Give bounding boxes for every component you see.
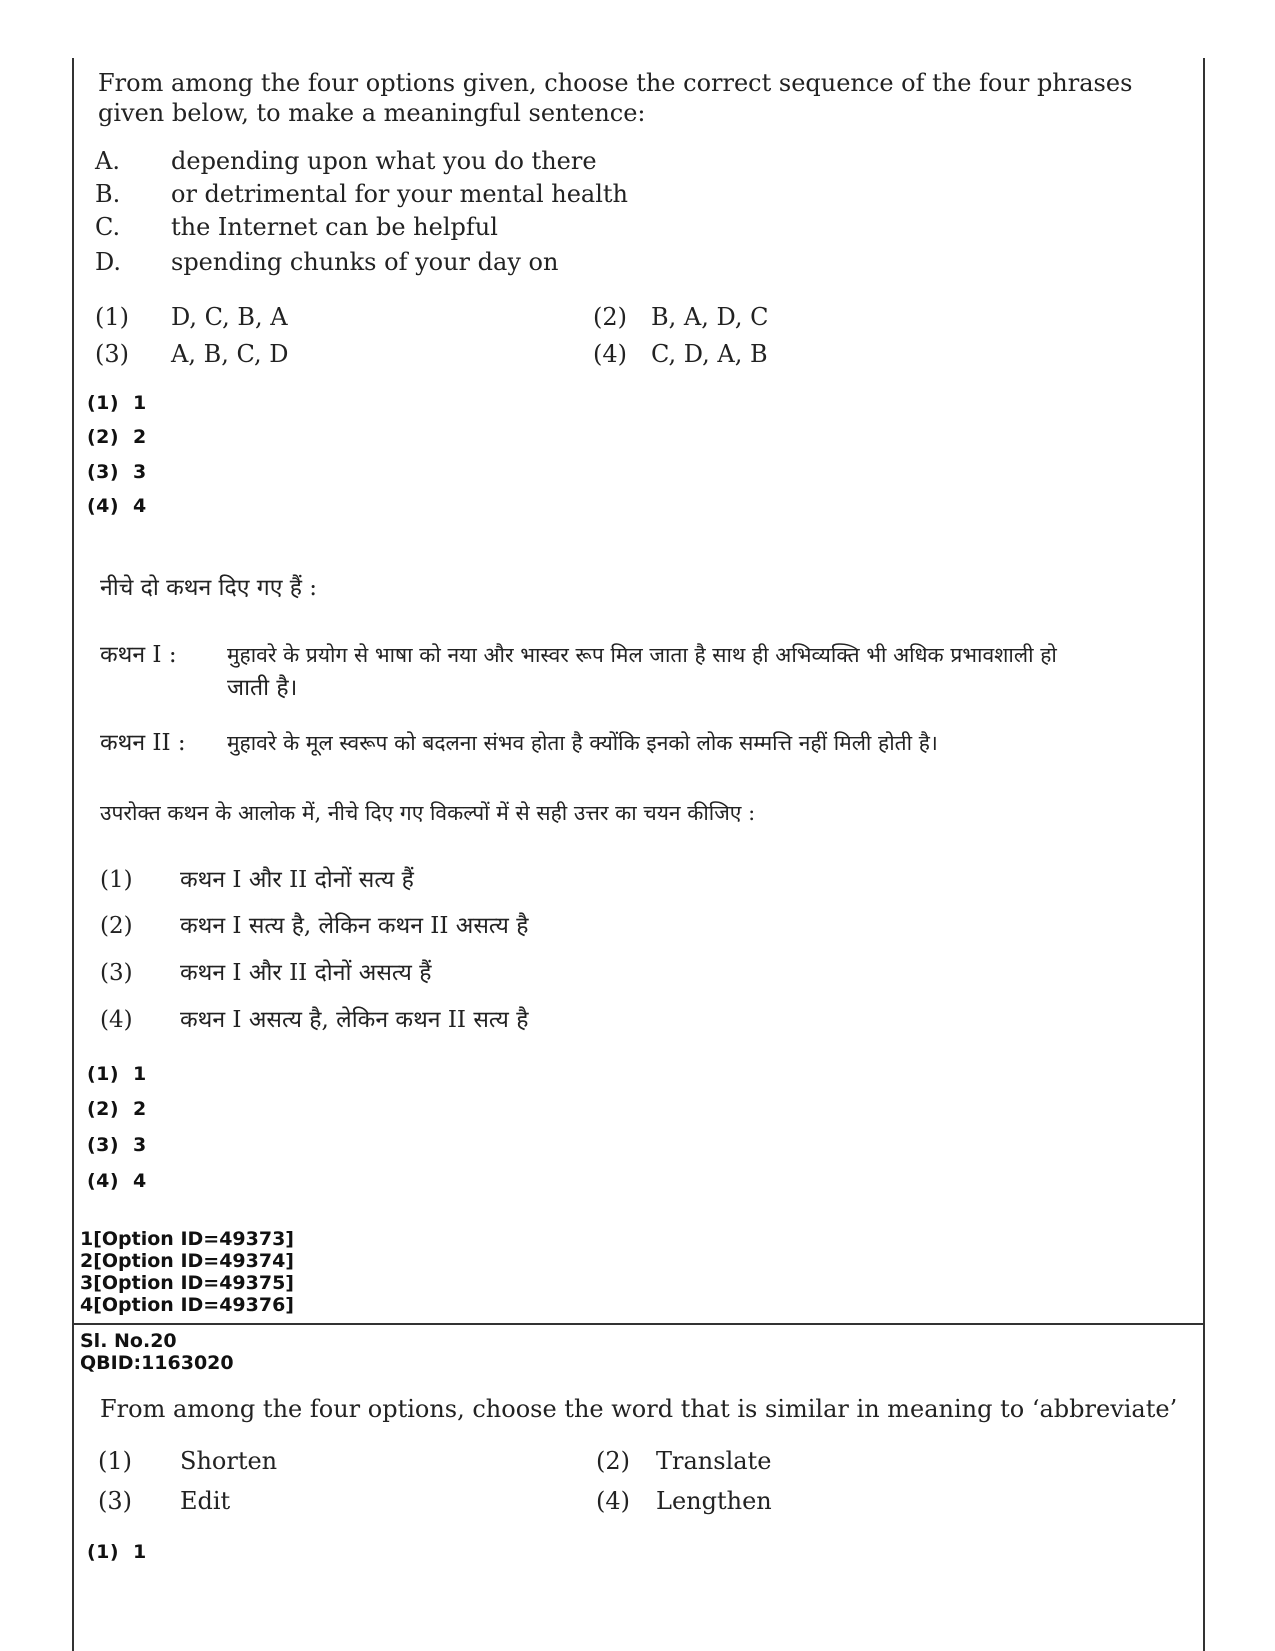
statement-2-text: मुहावरे के मूल स्वरूप को बदलना संभव होता है क्योंकि इनको लोक सम्मत्ति नहीं मिली होती है। xyxy=(227,731,938,755)
statement-1-text-cont: जाती है। xyxy=(227,675,298,701)
answer-value: 4 xyxy=(133,1170,147,1192)
option-text: कथन I असत्य है, लेकिन कथन II सत्य है xyxy=(180,1007,529,1033)
option-label: (4) xyxy=(596,1487,630,1515)
option-label: (2) xyxy=(596,1447,630,1475)
phrase-label: B. xyxy=(95,180,121,208)
answer-value: 2 xyxy=(133,426,147,448)
option-label: (2) xyxy=(100,913,133,939)
phrase-label: D. xyxy=(95,248,122,276)
option-text: कथन I और II दोनों असत्य हैं xyxy=(180,960,432,986)
phrase-label: A. xyxy=(95,147,120,175)
phrase-text: depending upon what you do there xyxy=(171,147,597,175)
answer-value: 1 xyxy=(133,1063,147,1085)
option-label: (3) xyxy=(95,340,129,368)
right-border xyxy=(1203,58,1205,1651)
option-text: कथन I सत्य है, लेकिन कथन II असत्य है xyxy=(180,913,529,939)
hindi-question: उपरोक्त कथन के आलोक में, नीचे दिए गए विकल्पों में से सही उत्तर का चयन कीजिए : xyxy=(100,801,756,825)
option-label: (2) xyxy=(593,303,627,331)
serial-number: Sl. No.20 xyxy=(80,1330,177,1352)
left-border xyxy=(72,58,74,1651)
option-text: Lengthen xyxy=(656,1487,772,1515)
option-label: (3) xyxy=(100,960,133,986)
option-text: Shorten xyxy=(180,1447,278,1475)
option-text: A, B, C, D xyxy=(171,340,289,368)
answer-label: (4) xyxy=(87,495,120,517)
phrase-text: the Internet can be helpful xyxy=(171,213,498,241)
option-label: (1) xyxy=(98,1447,132,1475)
hindi-answer-3 xyxy=(87,1134,147,1156)
answer-label: (2) xyxy=(87,426,120,448)
option-text: D, C, B, A xyxy=(171,303,288,331)
answer-value: 3 xyxy=(133,461,147,483)
option-label: (1) xyxy=(95,303,129,331)
q19-answer-3 xyxy=(87,461,147,483)
phrase-text: spending chunks of your day on xyxy=(171,248,559,276)
statement-2-label: कथन II : xyxy=(100,730,186,756)
answer-label: (3) xyxy=(87,461,120,483)
option-label: (1) xyxy=(100,867,133,893)
option-text: कथन I और II दोनों सत्य हैं xyxy=(180,867,414,893)
q19-answer-1 xyxy=(87,392,147,414)
q19-answer-4 xyxy=(87,495,147,517)
answer-value: 2 xyxy=(133,1098,147,1120)
answer-value: 1 xyxy=(133,392,147,414)
option-text: Translate xyxy=(656,1447,772,1475)
answer-value: 1 xyxy=(133,1541,147,1563)
option-text: B, A, D, C xyxy=(651,303,769,331)
option-id-4: 4[Option ID=49376] xyxy=(80,1294,294,1316)
phrase-label: C. xyxy=(95,213,121,241)
hindi-answer-4 xyxy=(87,1170,147,1192)
statement-1-label: कथन I : xyxy=(100,642,177,668)
option-text: Edit xyxy=(180,1487,231,1515)
answer-label: (4) xyxy=(87,1170,120,1192)
question-divider xyxy=(72,1323,1205,1325)
answer-label: (2) xyxy=(87,1098,120,1120)
answer-label: (1) xyxy=(87,392,120,414)
qbid: QBID:1163020 xyxy=(80,1352,234,1374)
answer-label: (1) xyxy=(87,1541,120,1563)
answer-label: (3) xyxy=(87,1134,120,1156)
option-id-3: 3[Option ID=49375] xyxy=(80,1272,294,1294)
option-id-2: 2[Option ID=49374] xyxy=(80,1250,294,1272)
statement-1-text: मुहावरे के प्रयोग से भाषा को नया और भास्वर रूप मिल जाता है साथ ही अभिव्यक्ति भी अधिक प्रभावशाली हो xyxy=(227,643,1057,667)
hindi-answer-2 xyxy=(87,1098,147,1120)
hindi-answer-1 xyxy=(87,1063,147,1085)
q20-answer-1 xyxy=(87,1541,147,1563)
option-text: C, D, A, B xyxy=(651,340,768,368)
q20-prompt: From among the four options, choose the word that is similar in meaning to ‘abbreviate’ xyxy=(100,1395,1178,1423)
answer-value: 4 xyxy=(133,495,147,517)
hindi-intro: नीचे दो कथन दिए गए हैं : xyxy=(100,575,318,601)
option-label: (3) xyxy=(98,1487,132,1515)
option-label: (4) xyxy=(593,340,627,368)
phrase-text: or detrimental for your mental health xyxy=(171,180,629,208)
option-id-1: 1[Option ID=49373] xyxy=(80,1228,294,1250)
q19-prompt: From among the four options given, choose the correct sequence of the four phrases given below, to make a meaningful sentence: xyxy=(98,69,1133,127)
option-label: (4) xyxy=(100,1007,133,1033)
answer-label: (1) xyxy=(87,1063,120,1085)
q19-answer-2 xyxy=(87,426,147,448)
answer-value: 3 xyxy=(133,1134,147,1156)
